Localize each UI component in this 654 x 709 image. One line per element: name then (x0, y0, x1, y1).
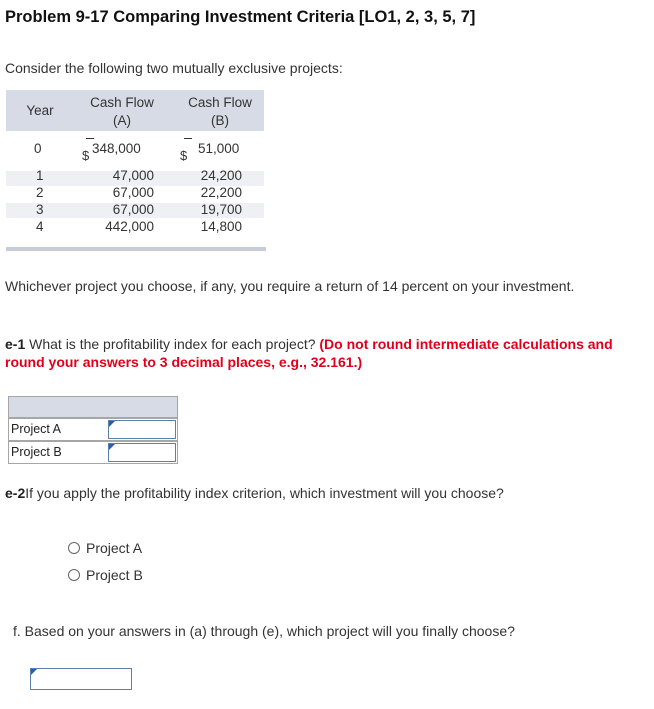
project-b-pi-input[interactable] (108, 443, 176, 462)
answer-row-label: Project B (11, 445, 62, 459)
answer-row-project-b (8, 441, 178, 464)
radio-circle-icon[interactable] (68, 542, 80, 554)
cell-year: 1 (36, 168, 44, 183)
radio-circle-icon[interactable] (68, 569, 80, 581)
header-cash-flow-b (180, 94, 260, 130)
cell-cash-flow-b: 14,800 (200, 219, 242, 234)
table-header (6, 90, 264, 131)
radio-option-project-b[interactable] (68, 567, 143, 583)
dollar-sign: $ (82, 148, 90, 163)
intro-text: Consider the following two mutually exclusive projects: (5, 60, 343, 76)
cell-cash-flow-a: 442,000 (105, 219, 154, 234)
radio-label[interactable]: Project A (86, 540, 143, 556)
header-b-line1: Cash Flow (188, 95, 252, 110)
cell-year: 4 (36, 219, 44, 234)
cell-cash-flow-b: 19,700 (200, 202, 242, 217)
cell-cash-flow-a: 67,000 (112, 202, 154, 217)
cell-cash-flow-b: 24,200 (200, 168, 242, 183)
header-a-line2: (A) (113, 113, 131, 128)
required-return-text: Whichever project you choose, if any, you require a return of 14 percent on your investment. (5, 278, 575, 294)
question-e1-text: What is the profitability index for each project? (29, 336, 316, 352)
question-e1-instruction: (Do not round intermediate calculations and round your answers to 3 decimal places, e.g., 32.161.) (5, 336, 613, 370)
negative-sign (184, 138, 192, 139)
negative-sign (86, 138, 94, 139)
table-divider (6, 247, 266, 251)
cell-cash-flow-b: 22,200 (200, 185, 242, 200)
question-e1 (5, 335, 630, 371)
dollar-sign: $ (180, 148, 188, 163)
question-f: f. Based on your answers in (a) through (e), which project will you finally choose? (13, 623, 515, 639)
cell-cash-flow-a: 348,000 (92, 141, 141, 156)
answer-table-header (8, 396, 178, 418)
header-cash-flow-a (82, 94, 162, 130)
cell-year: 0 (34, 141, 42, 156)
answer-row-label: Project A (11, 422, 62, 436)
cell-cash-flow-a: 47,000 (112, 168, 154, 183)
header-b-line2: (B) (211, 113, 229, 128)
radio-option-project-a[interactable] (68, 540, 142, 556)
project-a-pi-input[interactable] (108, 420, 176, 439)
cell-year: 3 (36, 202, 44, 217)
final-choice-input[interactable] (30, 668, 132, 690)
cell-year: 2 (36, 185, 44, 200)
question-e2-label: e-2 (5, 485, 26, 501)
header-a-line1: Cash Flow (90, 95, 154, 110)
cell-cash-flow-b: 51,000 (198, 141, 240, 156)
question-e2 (5, 485, 504, 501)
answer-row-project-a (8, 418, 178, 441)
question-e1-label: e-1 (5, 336, 26, 352)
radio-label[interactable]: Project B (86, 567, 143, 583)
question-e2-text: If you apply the profitability index criterion, which investment will you choose? (25, 485, 504, 501)
cell-cash-flow-a: 67,000 (112, 185, 154, 200)
problem-title: Problem 9-17 Comparing Investment Criteria [LO1, 2, 3, 5, 7] (5, 8, 476, 26)
header-year: Year (26, 103, 54, 118)
